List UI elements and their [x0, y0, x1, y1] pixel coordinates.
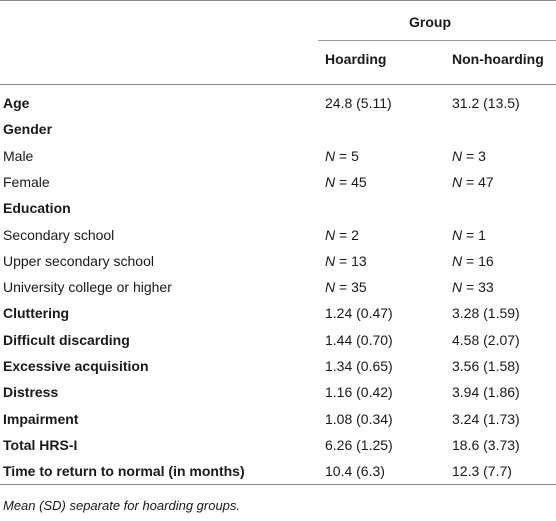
cell-hoarding: N = 5 — [325, 148, 359, 164]
cell-hoarding: N = 45 — [325, 174, 367, 190]
row-label: Cluttering — [3, 305, 70, 321]
cell-non-hoarding: 31.2 (13.5) — [452, 95, 520, 111]
cell-non-hoarding: N = 1 — [452, 227, 486, 243]
cell-hoarding: N = 2 — [325, 227, 359, 243]
cell-hoarding: N = 35 — [325, 279, 367, 295]
row-label: Secondary school — [3, 227, 115, 243]
row-label: Age — [3, 95, 30, 111]
row-label: Female — [3, 174, 50, 190]
cell-hoarding: 1.08 (0.34) — [325, 411, 393, 427]
header-bottom-rule — [0, 84, 556, 85]
cell-non-hoarding: 3.28 (1.59) — [452, 305, 520, 321]
cell-hoarding: 1.24 (0.47) — [325, 305, 393, 321]
table-footnote: Mean (SD) separate for hoarding groups. — [3, 498, 241, 513]
row-label: University college or higher — [3, 279, 172, 295]
cell-non-hoarding: N = 47 — [452, 174, 494, 190]
cell-hoarding: 1.34 (0.65) — [325, 358, 393, 374]
row-label: Excessive acquisition — [3, 358, 149, 374]
column-header-non-hoarding: Non-hoarding — [452, 51, 544, 67]
group-underline — [318, 40, 556, 41]
cell-non-hoarding: 12.3 (7.7) — [452, 463, 512, 479]
row-label: Gender — [3, 121, 53, 137]
row-label: Upper secondary school — [3, 253, 154, 269]
cell-hoarding: 1.16 (0.42) — [325, 384, 393, 400]
group-header: Group — [409, 14, 451, 30]
row-label: Male — [3, 148, 34, 164]
cell-non-hoarding: 3.24 (1.73) — [452, 411, 520, 427]
cell-non-hoarding: 3.56 (1.58) — [452, 358, 520, 374]
column-header-hoarding: Hoarding — [325, 51, 387, 67]
table-top-rule — [0, 0, 556, 1]
row-label: Impairment — [3, 411, 79, 427]
row-label: Difficult discarding — [3, 332, 130, 348]
cell-non-hoarding: N = 16 — [452, 253, 494, 269]
row-label: Education — [3, 200, 71, 216]
row-label: Total HRS-I — [3, 437, 78, 453]
row-label: Time to return to normal (in months) — [3, 463, 245, 479]
cell-non-hoarding: 4.58 (2.07) — [452, 332, 520, 348]
cell-hoarding: 24.8 (5.11) — [325, 95, 392, 111]
cell-hoarding: N = 13 — [325, 253, 367, 269]
cell-hoarding: 1.44 (0.70) — [325, 332, 393, 348]
cell-non-hoarding: 3.94 (1.86) — [452, 384, 520, 400]
cell-hoarding: 10.4 (6.3) — [325, 463, 385, 479]
cell-non-hoarding: N = 3 — [452, 148, 486, 164]
cell-non-hoarding: 18.6 (3.73) — [452, 437, 520, 453]
table-bottom-rule — [0, 484, 556, 485]
row-label: Distress — [3, 384, 59, 400]
cell-hoarding: 6.26 (1.25) — [325, 437, 393, 453]
cell-non-hoarding: N = 33 — [452, 279, 494, 295]
